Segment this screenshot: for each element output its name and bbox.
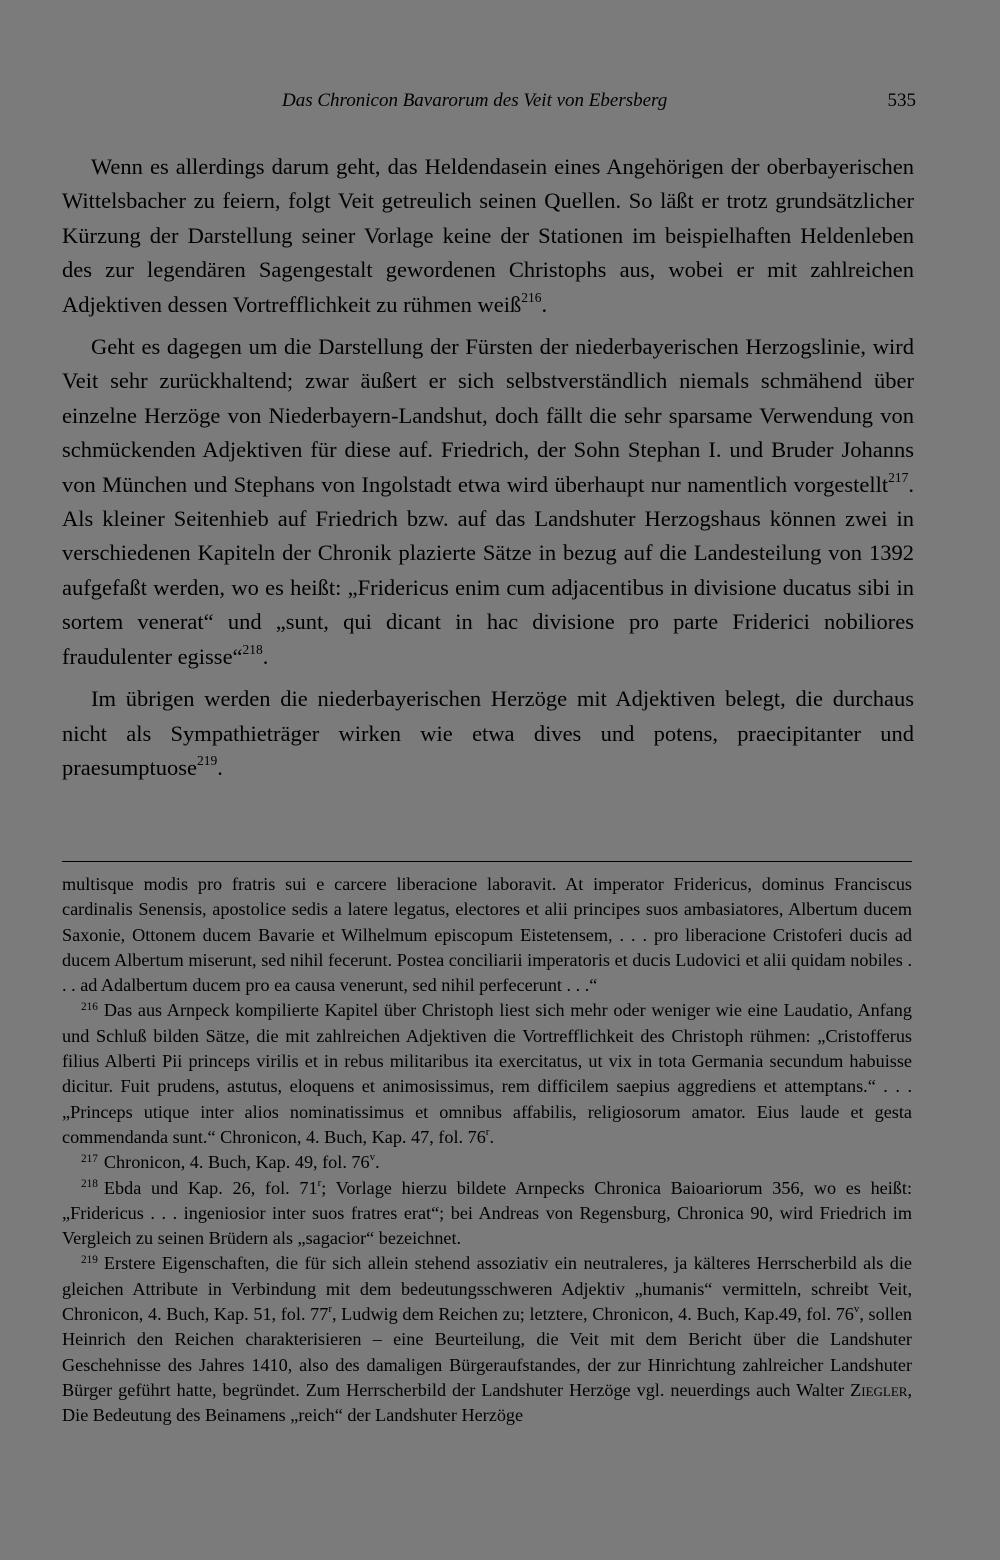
footnote-text: .: [489, 1126, 494, 1147]
footnote-reference: 219: [196, 752, 218, 768]
folio-side: r: [317, 1176, 322, 1189]
footnote-text: , Die Bedeutung des Beinamens „reich“ der Landshuter Herzöge: [62, 1379, 912, 1426]
paragraph-text: .: [541, 291, 548, 317]
footnote-text: .: [375, 1152, 380, 1173]
paragraph: [62, 150, 914, 322]
running-header: [62, 84, 916, 118]
footnote-text: , sollen Heinrich den Reichen charakterisieren – eine Beurteilung, die Veit mit dem Bericht über die Landshuter Geschehnisse des Jahres 1410, also des damaligen Bürgeraufstandes, der zur Hinrichtung zahlreicher Landshuter Bürger geführt hatte, begründet. Zum Herrscherbild der Landshuter Herzöge vgl. neuerdings auch Walter: [62, 1304, 912, 1400]
paragraph-text: Wenn es allerdings darum geht, das Heldendasein eines Angehörigen der oberbayerischen Wittelsbacher zu feiern, folgt Veit getreulich seinen Quellen. So läßt er trotz grundsätzlicher Kürzung der Darstellung seiner Vorlage keine der Stationen im beispielhaften Heldenleben des zur legendären Sagengestalt gewordenen Christophs aus, wobei er mit zahlreichen Adjektiven dessen Vortrefflichkeit zu rühmen weiß: [62, 154, 914, 317]
main-text: [62, 150, 914, 793]
footnote-reference: 218: [242, 641, 263, 657]
footnotes: [62, 872, 912, 1429]
footnote-text: Erstere Eigenschaften, die für sich allein stehend assoziativ ein neutraleres, ja kälteres Herrscherbild als die gleichen Attribute in Verbindung mit dem bedeutungsschweren Adjektiv „humanis“ vermitteln, schreibt Veit, Chronicon, 4. Buch, Kap. 51, fol. 77: [62, 1253, 912, 1325]
paragraph-text: .: [262, 643, 269, 669]
paragraph: [62, 330, 914, 674]
paragraph-text: Geht es dagegen um die Darstellung der Fürsten der niederbayerischen Herzogslinie, wird Veit sehr zurückhaltend; zwar äußert er sich selbstverständlich niemals schmähend über einzelne Herzöge von Niederbayern-Landshut, doch fällt die sehr sparsame Verwendung von schmückenden Adjektiven für diese auf. Friedrich, der Sohn Stephan I. und Bruder Johanns von München und Stephans von Ingolstadt etwa wird überhaupt nur namentlich vorgestellt: [62, 334, 914, 497]
folio-side: r: [328, 1302, 332, 1315]
footnote-divider: [62, 861, 912, 862]
footnote-number: 216: [81, 1000, 98, 1013]
footnote-219: [62, 1251, 912, 1428]
footnote-216: [62, 998, 912, 1150]
footnote-number: 219: [81, 1253, 98, 1266]
paragraph: [62, 682, 914, 785]
footnote-text: Chronicon, 4. Buch, Kap. 49, fol. 76: [103, 1152, 370, 1173]
footnote-text: Das aus Arnpeck kompilierte Kapitel über Christoph liest sich mehr oder weniger wie eine Laudatio, Anfang und Schluß bilden Sätze, die mit zahlreichen Adjektiven die Vortrefflichkeit des Christoph rühmen: „Cristofferus filius Alberti Pii princeps virilis et in rebus militaribus ita exercitatus, ut vix in tota Germania secundum habuisse dicitur. Fuit prudens, astutus, eloquens et animosissimus, rem difficilem saepius aggrediens et attemptans.“ . . . „Princeps utique inter alios nominatissimus et omnibus affabilis, religiosorum amator. Eius laude et gesta commendanda sunt.“ Chronicon, 4. Buch, Kap. 47, fol. 76: [62, 1000, 912, 1147]
footnote-reference: 217: [888, 469, 909, 485]
footnote-text: ; Vorlage hierzu bildete Arnpecks Chronica Baioariorum 356, wo es heißt: „Fridericus . . . ingeniosior inter suos fratres erat“; bei Andreas von Regensburg, Chronica 90, wird Friedrich im Vergleich zu seinen Brüdern als „sagacior“ bezeichnet.: [62, 1177, 913, 1249]
folio-side: v: [853, 1302, 860, 1315]
author-name: Ziegler: [850, 1379, 908, 1400]
folio-side: r: [485, 1125, 490, 1138]
paragraph-text: .: [217, 754, 223, 780]
footnote-text: Ebda und Kap. 26, fol. 71: [103, 1177, 318, 1198]
footnote-218: [62, 1176, 912, 1252]
footnote-number: 217: [81, 1152, 98, 1165]
footnote-text: , Ludwig dem Reichen zu; letztere, Chronicon, 4. Buch, Kap.49, fol. 76: [331, 1304, 854, 1325]
footnote-continuation: multisque modis pro fratris sui e carcere liberacione laboravit. At imperator Fridericus, dominus Franciscus cardinalis Senensis, apostolice sedis a latere legatus, electores et alii principes suos ambasiatores, Albertum ducem Saxonie, Ottonem ducem Bavarie et Wilhelmum episcopum Eistetensem, . . . pro liberacione Cristoferi ducis ad ducem Albertum miserunt, sed nihil fecerunt. Postea conciliarii imperatoris et ducis Ludovici et alii quidam nobiles . . . ad Adalbertum ducem pro ea causa venerunt, sed nihil perfecerunt . . .“: [62, 874, 912, 996]
page-number: 535: [887, 90, 916, 111]
footnote-reference: 216: [521, 289, 542, 305]
paragraph-text: . Als kleiner Seitenhieb auf Friedrich bzw. auf das Landshuter Herzogshaus können zwei in verschiedenen Kapiteln der Chronik plazierte Sätze in bezug auf die Landesteilung von 1392 aufgefaßt werden, wo es heißt: „Fridericus enim cum adjacentibus in divisione ducatus sibi in sortem venerat“ und „sunt, qui dicant in hac divisione pro parte Friderici nobiliores fraudulenter egisse“: [62, 471, 914, 669]
footnote-217: [62, 1150, 912, 1175]
footnote-number: 218: [81, 1177, 98, 1190]
running-title: Das Chronicon Bavarorum des Veit von Ebersberg: [282, 90, 668, 111]
folio-side: v: [369, 1151, 376, 1164]
paragraph-text: Im übrigen werden die niederbayerischen Herzöge mit Adjektiven belegt, die durchaus nicht als Sympathieträger wirken wie etwa dives und potens, praecipitanter und praesumptuose: [62, 686, 914, 780]
